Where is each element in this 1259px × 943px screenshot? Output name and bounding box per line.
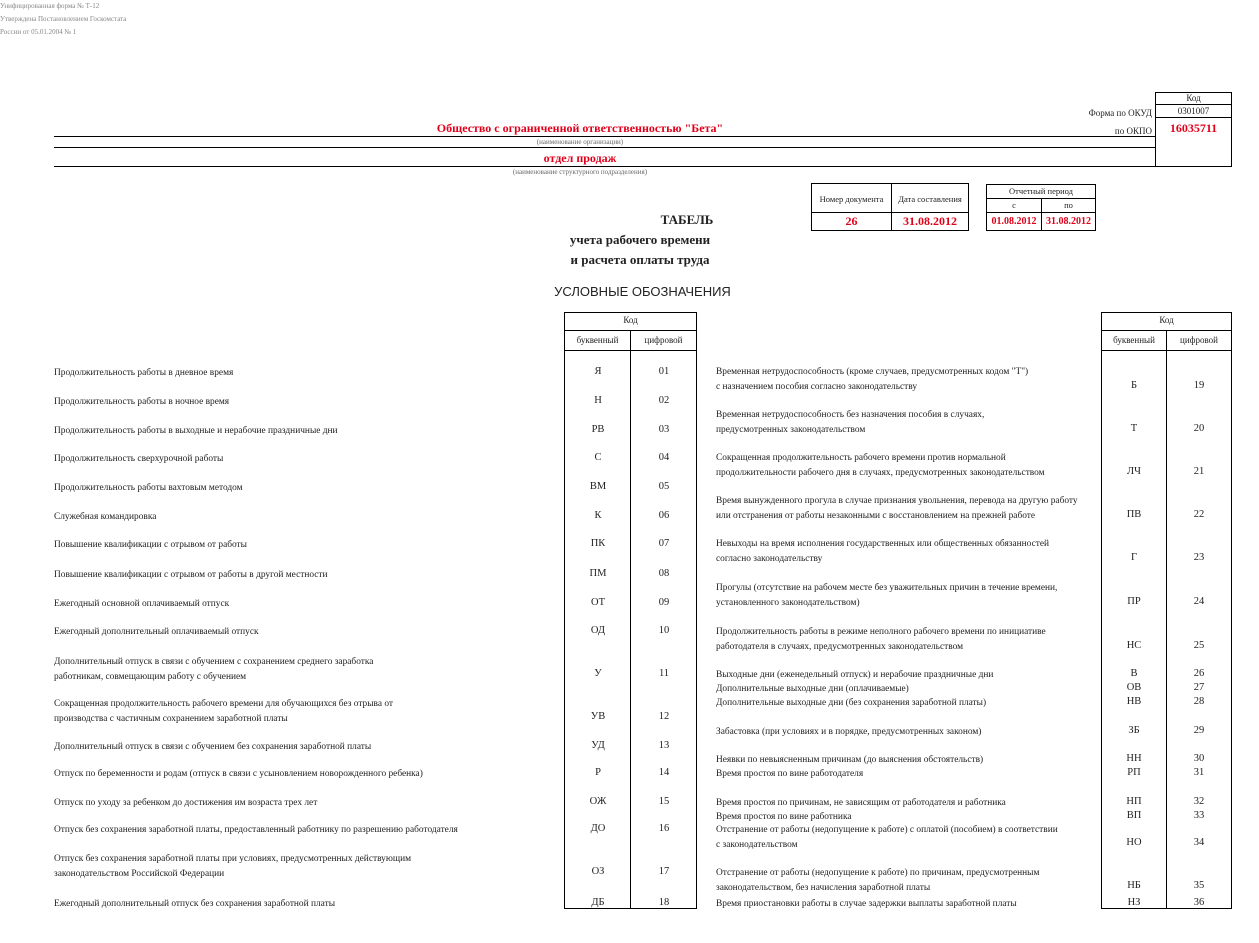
left-code-header: Код bbox=[623, 315, 638, 325]
right-letter-code: Г bbox=[1130, 552, 1138, 563]
right-digit-code: 21 bbox=[1193, 466, 1205, 477]
right-legend-description: Отстранение от работы (недопущение к работе) по причинам, предусмотренным законодательством, без начисления заработной платы bbox=[716, 868, 1040, 893]
left-digit-code: 12 bbox=[658, 711, 670, 722]
left-digit-code: 06 bbox=[658, 510, 670, 521]
department-name: отдел продаж bbox=[543, 151, 617, 165]
left-digit-code: 03 bbox=[658, 424, 670, 435]
right-legend-description: Забастовка (при условиях и в порядке, предусмотренных законом) bbox=[716, 727, 982, 737]
left-letter-code: К bbox=[594, 510, 602, 521]
period-from-label: с bbox=[1012, 200, 1016, 210]
left-letter-code: Я bbox=[594, 366, 602, 377]
right-letter-header: буквенный bbox=[1113, 335, 1155, 345]
timesheet-title: ТАБЕЛЬ bbox=[660, 212, 714, 227]
left-legend-description: Отпуск без сохранения заработной платы при условиях, предусмотренных действующим законодательством Российской Федерации bbox=[54, 854, 412, 879]
left-digit-code: 07 bbox=[658, 538, 670, 549]
right-letter-code: ВП bbox=[1126, 810, 1142, 821]
left-letter-code: ОТ bbox=[591, 597, 605, 608]
code-header: Код bbox=[1186, 93, 1201, 103]
right-legend-description: Дополнительные выходные дни (оплачиваемые) bbox=[716, 684, 909, 694]
right-legend-description: Отстранение от работы (недопущение к работе) с оплатой (пособием) в соответствии с законодательством bbox=[716, 825, 1058, 850]
left-legend-description: Дополнительный отпуск в связи с обучением с сохранением среднего заработка работникам, совмещающим работу с обучением bbox=[54, 657, 374, 682]
right-legend-description: Невыходы на время исполнения государственных или общественных обязанностей согласно законодательству bbox=[716, 539, 1050, 564]
right-letter-code: РП bbox=[1127, 767, 1141, 778]
left-letter-code: ДО bbox=[590, 823, 606, 834]
right-digit-code: 32 bbox=[1193, 796, 1205, 807]
period-label: Отчетный период bbox=[1009, 186, 1073, 196]
form-approval-note bbox=[0, 0, 170, 39]
right-legend-description: Временная нетрудоспособность без назначения пособия в случаях, предусмотренных законодательством bbox=[716, 410, 985, 435]
timesheet-subtitle-1: учета рабочего времени bbox=[569, 232, 711, 247]
right-letter-code: ЗБ bbox=[1128, 725, 1140, 736]
right-digit-code: 30 bbox=[1193, 753, 1205, 764]
left-legend-description: Сокращенная продолжительность рабочего времени для обучающихся без отрыва от производства с частичным сохранением заработной платы bbox=[54, 699, 393, 724]
left-letter-code: ПМ bbox=[589, 568, 607, 579]
right-letter-code: НВ bbox=[1126, 696, 1142, 707]
right-legend-description: Дополнительные выходные дни (без сохранения заработной платы) bbox=[716, 698, 987, 708]
right-legend-description: Неявки по невыясненным причинам (до выяснения обстоятельств) bbox=[716, 755, 984, 765]
right-digit-code: 34 bbox=[1193, 837, 1205, 848]
left-digit-code: 17 bbox=[658, 866, 670, 877]
right-legend-description: Время простоя по причинам, не зависящим от работодателя и работника bbox=[716, 798, 1006, 808]
period-to-label: по bbox=[1064, 200, 1073, 210]
right-digit-code: 31 bbox=[1193, 767, 1205, 778]
right-letter-code: НС bbox=[1126, 640, 1142, 651]
doc-date-label: Дата составления bbox=[898, 194, 962, 204]
left-legend-description: Ежегодный дополнительный оплачиваемый отпуск bbox=[54, 627, 259, 637]
right-letter-code: НО bbox=[1126, 837, 1142, 848]
right-letter-code: НЗ bbox=[1127, 897, 1141, 908]
left-digit-code: 18 bbox=[658, 897, 670, 908]
right-letter-code: НБ bbox=[1127, 880, 1141, 891]
okud-label: Форма по ОКУД bbox=[1088, 108, 1152, 118]
left-letter-code: ВМ bbox=[589, 481, 607, 492]
right-digit-code: 35 bbox=[1193, 880, 1205, 891]
left-letter-code: Р bbox=[595, 767, 601, 778]
left-letter-code: УД bbox=[591, 740, 605, 751]
right-legend-description: Время приостановки работы в случае задержки выплаты заработной платы bbox=[716, 899, 1017, 909]
right-digit-code: 29 bbox=[1193, 725, 1205, 736]
right-letter-code: ПР bbox=[1127, 596, 1141, 607]
left-legend-description: Продолжительность работы вахтовым методом bbox=[54, 483, 243, 493]
left-digit-code: 15 bbox=[658, 796, 670, 807]
right-letter-code: ПВ bbox=[1126, 509, 1142, 520]
left-legend-description: Отпуск без сохранения заработной платы, предоставленный работнику по разрешению работодателя bbox=[54, 825, 458, 835]
left-legend-description: Служебная командировка bbox=[54, 512, 157, 522]
left-legend-description: Продолжительность работы в выходные и нерабочие праздничные дни bbox=[54, 426, 338, 436]
left-digit-code: 04 bbox=[658, 452, 670, 463]
left-legend-description: Продолжительность работы в дневное время bbox=[54, 368, 234, 378]
left-digit-code: 14 bbox=[658, 767, 670, 778]
right-letter-code: ЛЧ bbox=[1127, 466, 1141, 477]
right-code-header: Код bbox=[1159, 315, 1174, 325]
left-letter-code: ПК bbox=[590, 538, 606, 549]
right-digit-code: 20 bbox=[1193, 423, 1205, 434]
okpo-label: по ОКПО bbox=[1114, 126, 1152, 136]
right-digit-code: 27 bbox=[1193, 682, 1205, 693]
legend-heading: УСЛОВНЫЕ ОБОЗНАЧЕНИЯ bbox=[554, 284, 731, 299]
department-underline bbox=[54, 166, 1232, 167]
right-legend-description: Прогулы (отсутствие на рабочем месте без уважительных причин в течение времени, установленного законодательством) bbox=[716, 583, 1058, 608]
right-digit-code: 22 bbox=[1193, 509, 1205, 520]
right-digit-code: 33 bbox=[1193, 810, 1205, 821]
right-legend-description: Время простоя по вине работника bbox=[716, 812, 852, 822]
left-legend-description: Ежегодный основной оплачиваемый отпуск bbox=[54, 599, 230, 609]
left-letter-code: ДБ bbox=[591, 897, 605, 908]
right-legend-description: Время вынужденного прогула в случае признания увольнения, перевода на другую работу или отстранения от работы незаконными с восстановлением на прежней работе bbox=[716, 496, 1078, 521]
left-letter-code: У bbox=[594, 668, 602, 679]
left-digit-code: 05 bbox=[658, 481, 670, 492]
left-digit-code: 08 bbox=[658, 568, 670, 579]
doc-date-value: 31.08.2012 bbox=[903, 214, 957, 228]
left-table-bottom bbox=[564, 908, 697, 909]
right-letter-code: НН bbox=[1126, 753, 1142, 764]
right-table-bottom bbox=[1101, 908, 1232, 909]
left-legend-description: Отпуск по беременности и родам (отпуск в связи с усыновлением новорожденного ребенка) bbox=[54, 769, 423, 779]
left-letter-code: УВ bbox=[590, 711, 606, 722]
right-legend-description: Время простоя по вине работодателя bbox=[716, 769, 864, 779]
period-from-value: 01.08.2012 bbox=[991, 216, 1037, 227]
right-digit-code: 25 bbox=[1193, 640, 1205, 651]
right-letter-code: ОВ bbox=[1126, 682, 1142, 693]
left-legend-description: Повышение квалификации с отрывом от работы в другой местности bbox=[54, 570, 328, 580]
doc-number-value: 26 bbox=[845, 214, 858, 228]
right-letter-code: Т bbox=[1130, 423, 1138, 434]
right-legend-description: Продолжительность работы в режиме неполного рабочего времени по инициативе работодателя в случаях, предусмотренных законодательством bbox=[716, 627, 1046, 652]
left-digit-code: 10 bbox=[658, 625, 670, 636]
right-digit-code: 19 bbox=[1193, 380, 1205, 391]
okpo-value: 16035711 bbox=[1169, 121, 1218, 135]
organization-underline bbox=[54, 136, 1155, 137]
timesheet-subtitle-2: и расчета оплаты труда bbox=[570, 252, 710, 267]
organization-caption: (наименование организации) bbox=[536, 138, 624, 146]
left-legend-description: Продолжительность работы в ночное время bbox=[54, 397, 230, 407]
right-digit-code: 23 bbox=[1193, 552, 1205, 563]
right-legend-description: Выходные дни (еженедельный отпуск) и нерабочие праздничные дни bbox=[716, 670, 994, 680]
left-legend-description: Повышение квалификации с отрывом от работы bbox=[54, 540, 247, 550]
left-digit-code: 09 bbox=[658, 597, 670, 608]
organization-bottom-line bbox=[54, 147, 1155, 148]
left-letter-code: Н bbox=[594, 395, 602, 406]
right-letter-code: Б bbox=[1130, 380, 1138, 391]
approval-line-2: Утверждена Постановлением Госкомстата bbox=[0, 15, 127, 23]
right-digit-code: 36 bbox=[1193, 897, 1205, 908]
left-legend-description: Ежегодный дополнительный отпуск без сохранения заработной платы bbox=[54, 899, 335, 909]
left-letter-code: ОЖ bbox=[589, 796, 607, 807]
left-digit-code: 16 bbox=[658, 823, 670, 834]
left-letter-code: ОД bbox=[590, 625, 606, 636]
right-legend-description: Сокращенная продолжительность рабочего времени против нормальной продолжительности рабочего дня в случаях, предусмотренных законодательством bbox=[716, 453, 1045, 478]
left-legend-description: Отпуск по уходу за ребенком до достижения им возраста трех лет bbox=[54, 798, 318, 808]
left-digit-header: цифровой bbox=[644, 335, 683, 345]
approval-line-1: Унифицированная форма № Т-12 bbox=[0, 2, 100, 10]
right-digit-code: 24 bbox=[1193, 596, 1205, 607]
department-caption: (наименование структурного подразделения) bbox=[512, 168, 648, 176]
left-letter-header: буквенный bbox=[576, 335, 619, 345]
right-legend-description: Временная нетрудоспособность (кроме случаев, предусмотренных кодом "Т") с назначением пособия согласно законодательству bbox=[716, 367, 1029, 392]
right-digit-header: цифровой bbox=[1180, 335, 1218, 345]
okud-value: 0301007 bbox=[1177, 106, 1210, 116]
left-letter-code: С bbox=[594, 452, 602, 463]
right-digit-code: 26 bbox=[1193, 668, 1205, 679]
right-letter-code: В bbox=[1130, 668, 1138, 679]
left-letter-code: РВ bbox=[591, 424, 605, 435]
doc-number-label: Номер документа bbox=[819, 194, 884, 204]
left-legend-description: Продолжительность сверхурочной работы bbox=[54, 454, 224, 464]
left-letter-code: ОЗ bbox=[591, 866, 605, 877]
right-digit-code: 28 bbox=[1193, 696, 1205, 707]
left-digit-code: 01 bbox=[658, 366, 670, 377]
right-letter-code: НП bbox=[1126, 796, 1142, 807]
left-legend-description: Дополнительный отпуск в связи с обучением без сохранения заработной платы bbox=[54, 742, 372, 752]
period-to-value: 31.08.2012 bbox=[1046, 216, 1091, 227]
organization-name: Общество с ограниченной ответственностью "Бета" bbox=[436, 121, 724, 135]
approval-line-3: России от 05.01.2004 № 1 bbox=[0, 28, 77, 36]
left-digit-code: 02 bbox=[658, 395, 670, 406]
left-digit-code: 13 bbox=[658, 740, 670, 751]
left-digit-code: 11 bbox=[658, 668, 670, 679]
